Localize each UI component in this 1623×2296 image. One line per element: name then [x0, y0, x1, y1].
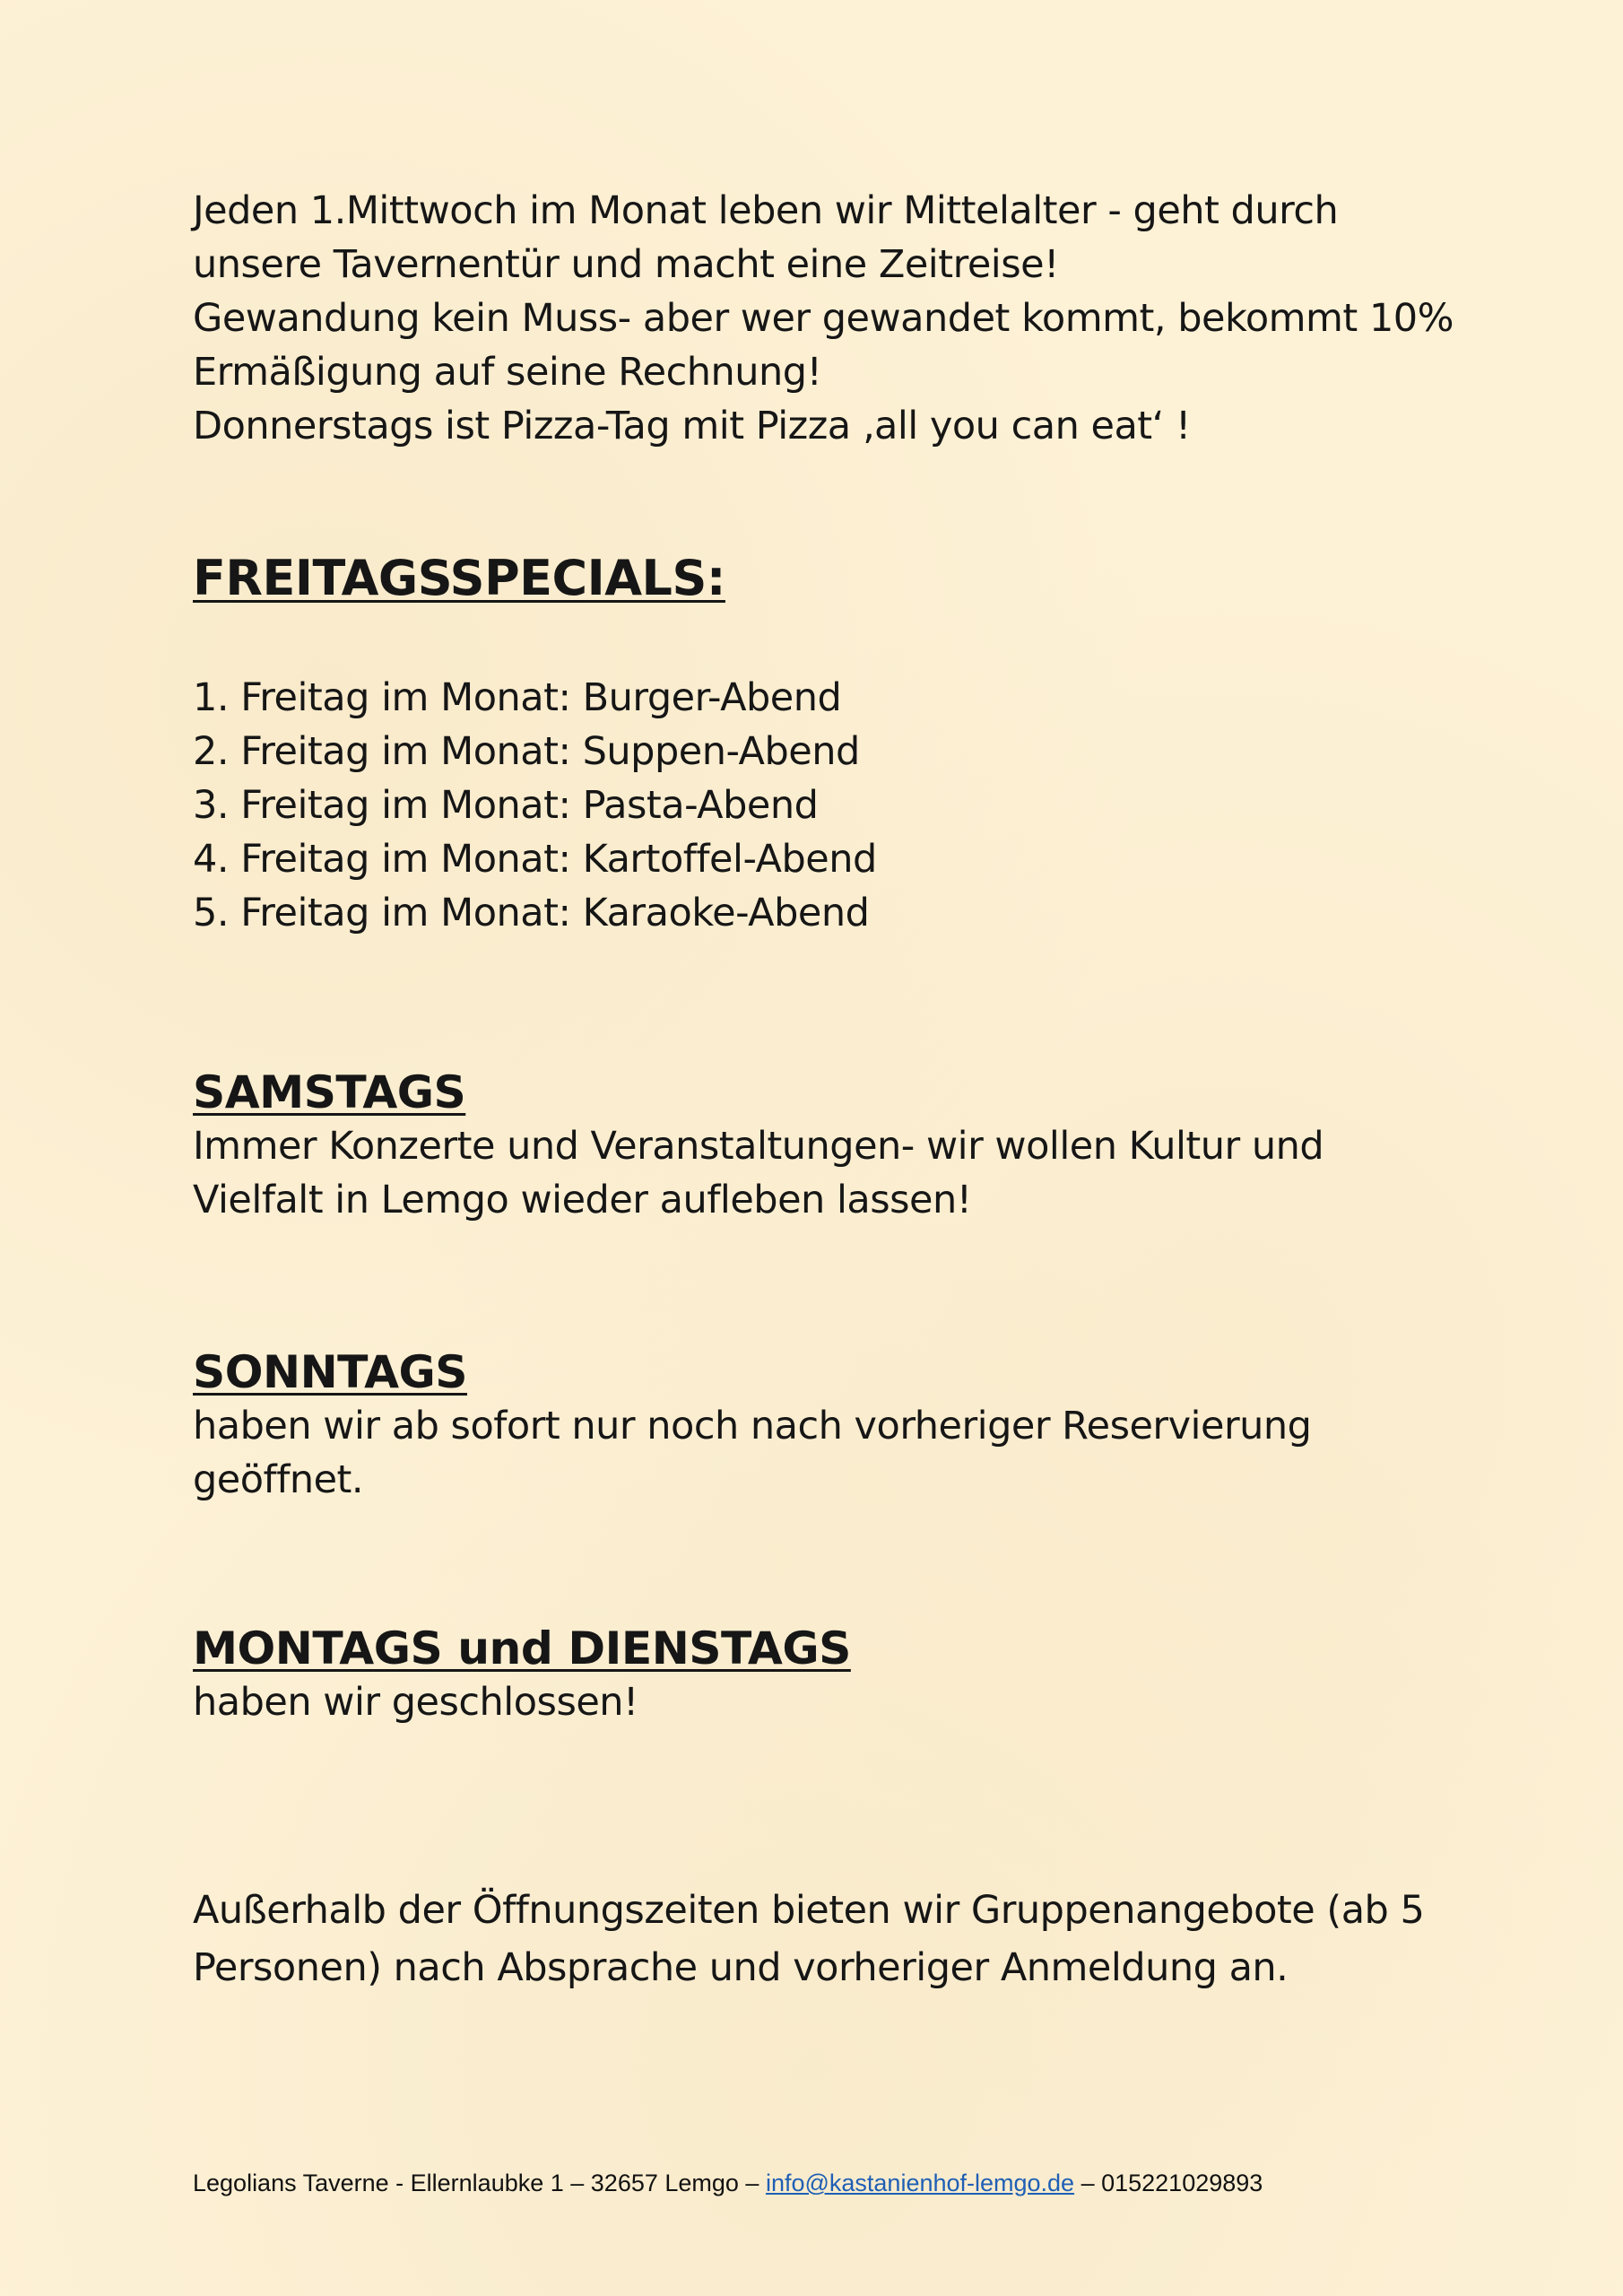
mondays-section [193, 1622, 1484, 1729]
footer [193, 2169, 1263, 2197]
saturdays-section [193, 1065, 1484, 1227]
mondays-line: haben wir geschlossen! [193, 1680, 638, 1725]
fridays-list-item: 3. Freitag im Monat: Pasta-Abend [193, 783, 819, 828]
intro-line: Donnerstags ist Pizza-Tag mit Pizza ‚all you can eat‘ ! [193, 404, 1191, 448]
group-offers-line: Außerhalb der Öffnungszeiten bieten wir Gruppenangebote (ab 5 [193, 1888, 1425, 1933]
fridays-list-item: 2. Freitag im Monat: Suppen-Abend [193, 729, 860, 774]
fridays-list-item: 4. Freitag im Monat: Kartoffel-Abend [193, 837, 877, 882]
sundays-line: geöffnet. [193, 1457, 364, 1502]
saturdays-heading: SAMSTAGS [193, 1065, 466, 1118]
page-content [193, 184, 1484, 1996]
group-offers-paragraph [193, 1882, 1484, 1996]
intro-paragraph [193, 184, 1484, 453]
footer-phone: – 015221029893 [1074, 2170, 1263, 2196]
saturdays-line: Vielfalt in Lemgo wieder aufleben lassen! [193, 1178, 972, 1222]
fridays-list [193, 671, 1484, 940]
footer-address: Legolians Taverne - Ellernlaubke 1 – 32657 Lemgo – [193, 2170, 766, 2196]
mondays-heading: MONTAGS und DIENSTAGS [193, 1622, 851, 1674]
fridays-list-item: 5. Freitag im Monat: Karaoke-Abend [193, 891, 870, 935]
intro-line: Gewandung kein Muss- aber wer gewandet kommt, bekommt 10% [193, 296, 1454, 341]
group-offers-line: Personen) nach Absprache und vorheriger Anmeldung an. [193, 1945, 1289, 1990]
sundays-line: haben wir ab sofort nur noch nach vorheriger Reservierung [193, 1404, 1312, 1448]
fridays-heading: FREITAGSSPECIALS: [193, 550, 725, 606]
intro-line: Jeden 1.Mittwoch im Monat leben wir Mittelalter - geht durch [193, 188, 1339, 233]
sundays-section [193, 1345, 1484, 1507]
fridays-list-item: 1. Freitag im Monat: Burger-Abend [193, 675, 842, 720]
footer-email-link[interactable]: info@kastanienhof-lemgo.de [765, 2170, 1075, 2196]
intro-line: Ermäßigung auf seine Rechnung! [193, 350, 822, 395]
intro-line: unsere Tavernentür und macht eine Zeitreise! [193, 242, 1059, 287]
saturdays-line: Immer Konzerte und Veranstaltungen- wir wollen Kultur und [193, 1124, 1324, 1169]
sundays-heading: SONNTAGS [193, 1345, 468, 1398]
